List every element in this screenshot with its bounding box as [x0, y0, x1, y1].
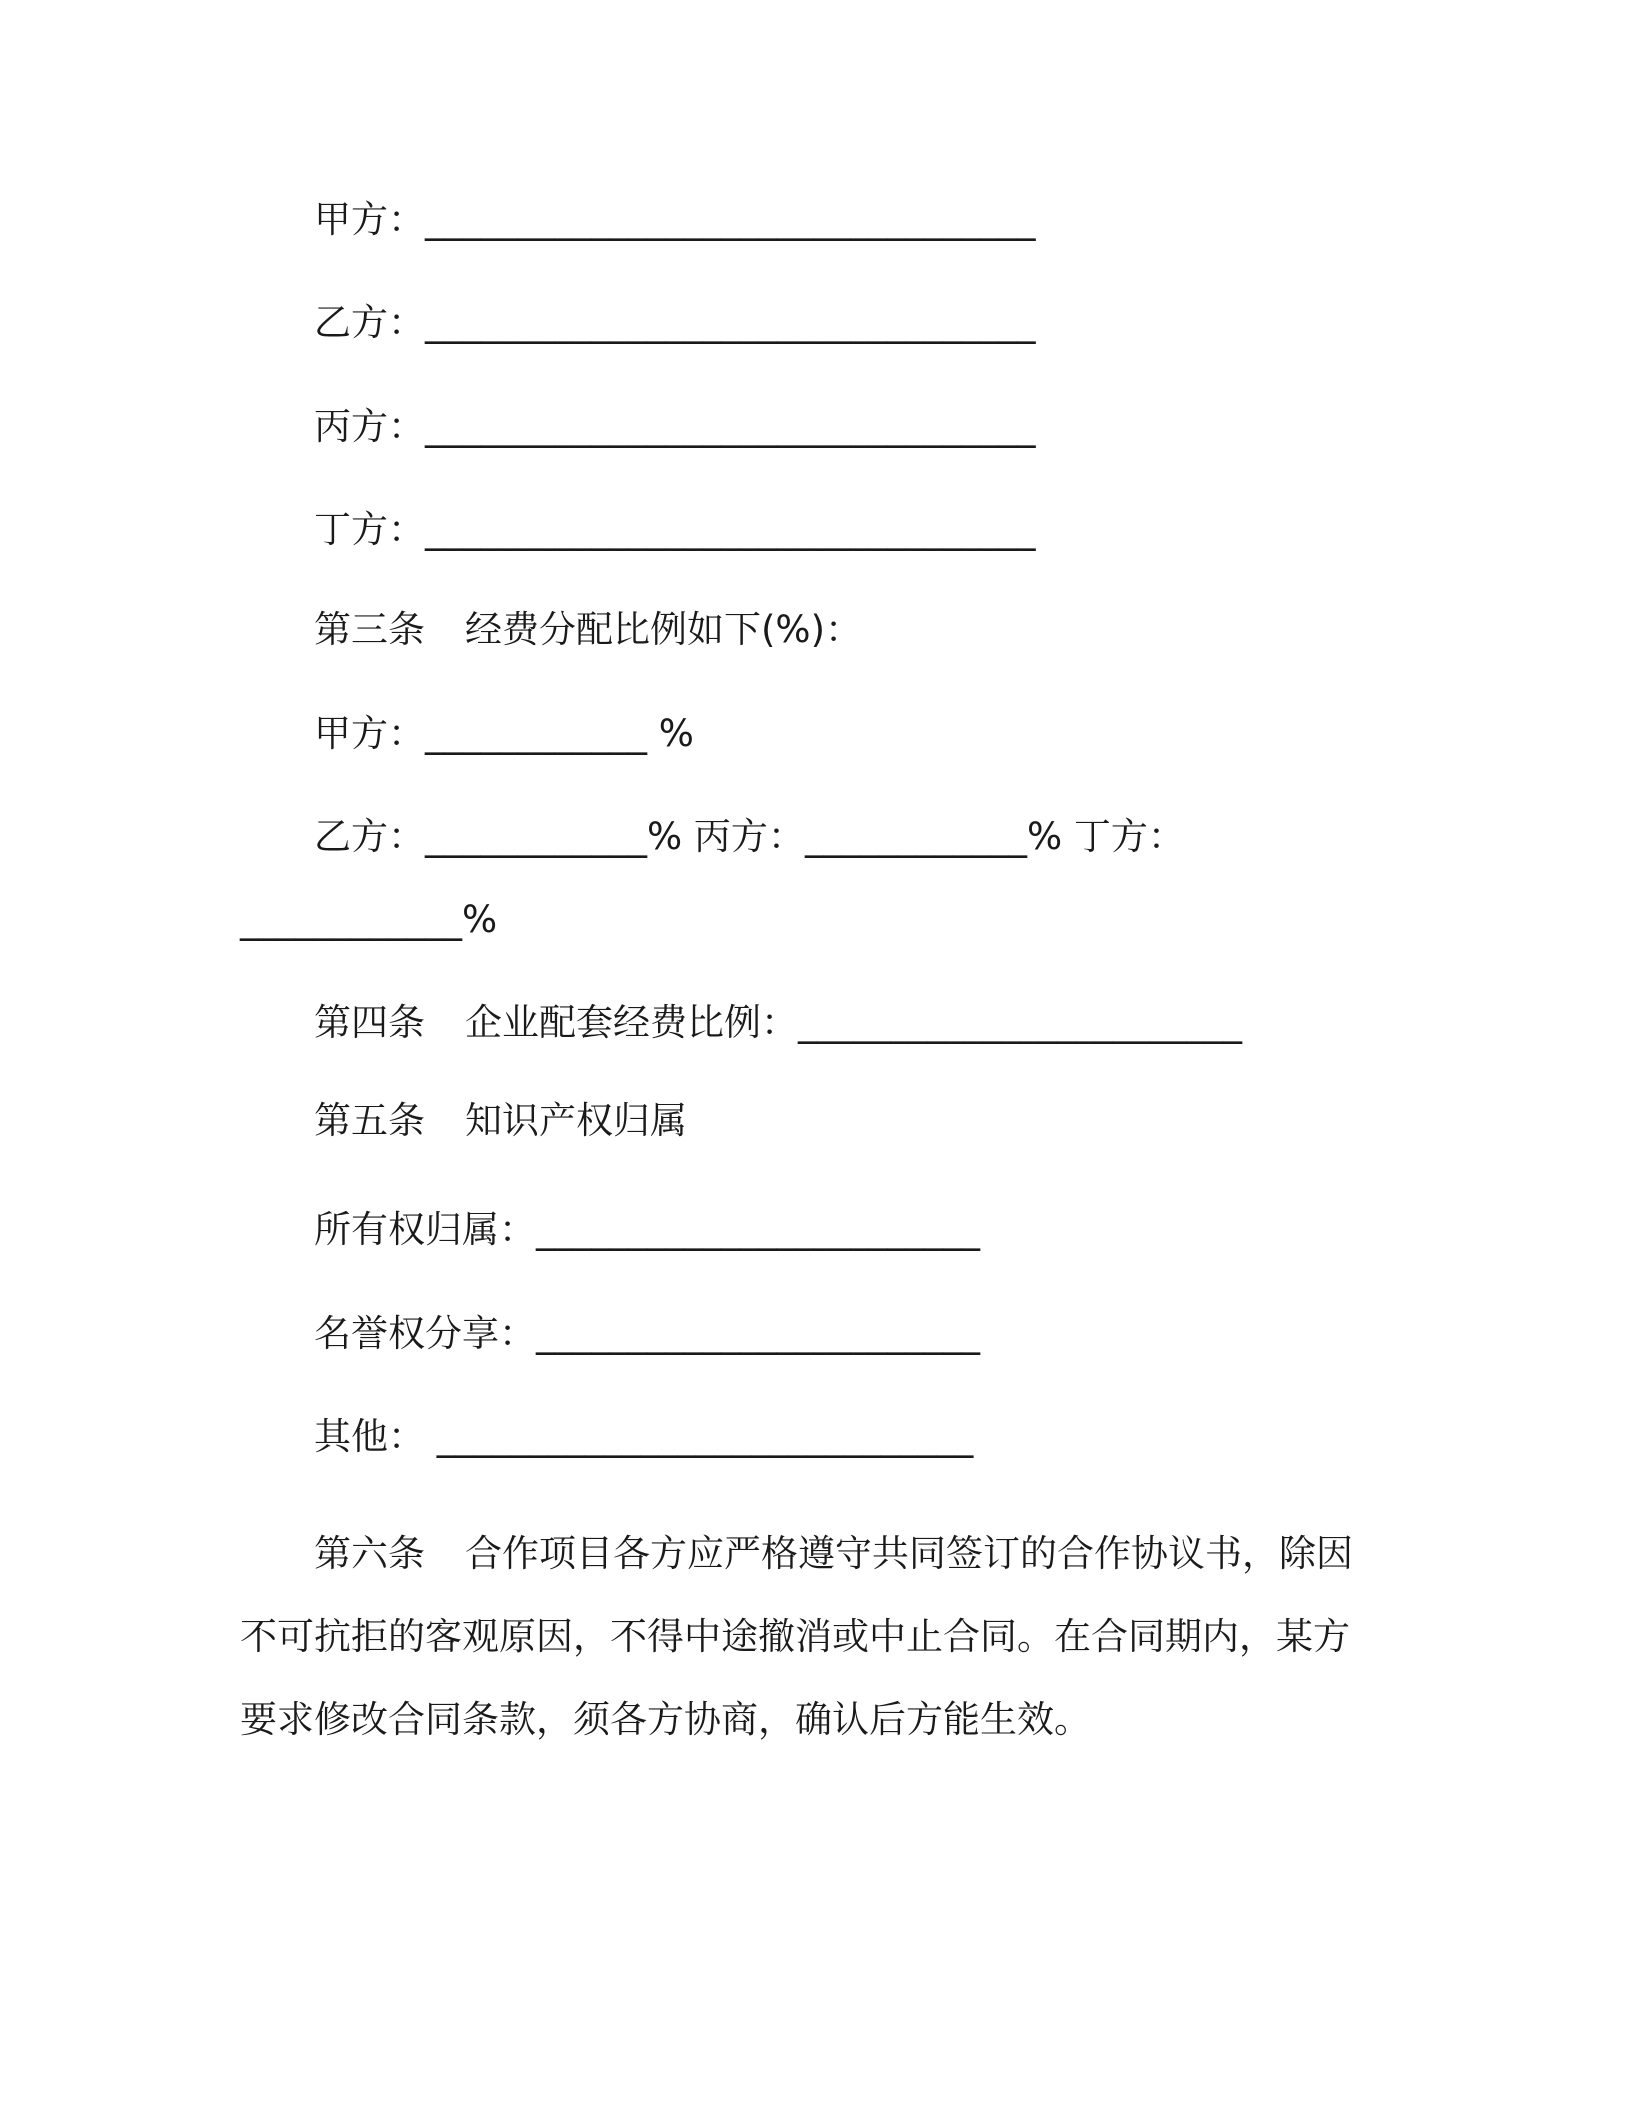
ratio-jia-line: [314, 710, 694, 758]
ownership-line: [314, 1206, 980, 1254]
party-bing-line: [314, 403, 1036, 451]
party-jia-line: [314, 196, 1036, 244]
article6-line-3: 要求修改合同条款，须各方协商，确认后方能生效。: [240, 1698, 1091, 1741]
article4-blank: ________________________: [798, 1001, 1242, 1044]
ratio-yi-percent: %: [647, 815, 683, 858]
article6-text-1: 合作项目各方应严格遵守共同签订的合作协议书，除因: [465, 1532, 1353, 1575]
other-blank: _____________________________: [425, 1415, 974, 1458]
article4-number: 第四条: [314, 1001, 425, 1044]
article5-number: 第五条: [314, 1099, 425, 1142]
honor-blank: ________________________: [536, 1312, 980, 1355]
article4-title: 企业配套经费比例：: [465, 1001, 798, 1044]
honor-label: 名誉权分享：: [314, 1312, 536, 1355]
honor-line: [314, 1310, 980, 1358]
party-ding-line: [314, 506, 1036, 554]
other-line: [314, 1413, 973, 1461]
article5-title: 知识产权归属: [465, 1099, 687, 1142]
article3-number: 第三条: [314, 608, 425, 651]
party-yi-line: [314, 299, 1036, 347]
ownership-label: 所有权归属：: [314, 1208, 536, 1251]
article6-paragraph: [240, 1512, 1360, 1761]
article4-heading: [314, 999, 1242, 1047]
ratio-bing-label: 丙方：: [682, 815, 805, 858]
article6-line-1: [240, 1512, 1360, 1595]
party-yi-blank: _________________________________: [425, 301, 1036, 344]
ratio-ding-percent: %: [462, 898, 498, 941]
ratio-yi-label: 乙方：: [314, 815, 425, 858]
ratio-jia-blank: ____________: [425, 712, 647, 755]
party-ding-blank: _________________________________: [425, 508, 1036, 551]
ratio-ding-label: 丁方：: [1062, 815, 1185, 858]
article3-heading: [314, 606, 862, 654]
ratio-jia-percent: %: [647, 712, 694, 755]
party-jia-blank: _________________________________: [425, 198, 1036, 241]
party-bing-blank: _________________________________: [425, 405, 1036, 448]
party-bing-label: 丙方：: [314, 405, 425, 448]
article6-number: 第六条: [314, 1532, 425, 1575]
ownership-blank: ________________________: [536, 1208, 980, 1251]
ratio-ding-line: [240, 896, 497, 944]
ratio-yi-blank: ____________: [425, 815, 647, 858]
ratio-ding-blank: ____________: [240, 898, 462, 941]
article3-title: 经费分配比例如下(%)：: [465, 608, 863, 651]
ratio-bing-percent: %: [1026, 815, 1063, 858]
party-ding-label: 丁方：: [314, 508, 425, 551]
ratio-row-line: [314, 813, 1185, 861]
party-yi-label: 乙方：: [314, 301, 425, 344]
article5-heading: [314, 1097, 687, 1145]
party-jia-label: 甲方：: [314, 198, 425, 241]
other-label: 其他：: [314, 1415, 425, 1458]
ratio-bing-blank: ____________: [804, 815, 1027, 858]
ratio-jia-label: 甲方：: [314, 712, 425, 755]
article6-line-2: 不可抗拒的客观原因，不得中途撤消或中止合同。在合同期内，某方: [240, 1615, 1350, 1658]
